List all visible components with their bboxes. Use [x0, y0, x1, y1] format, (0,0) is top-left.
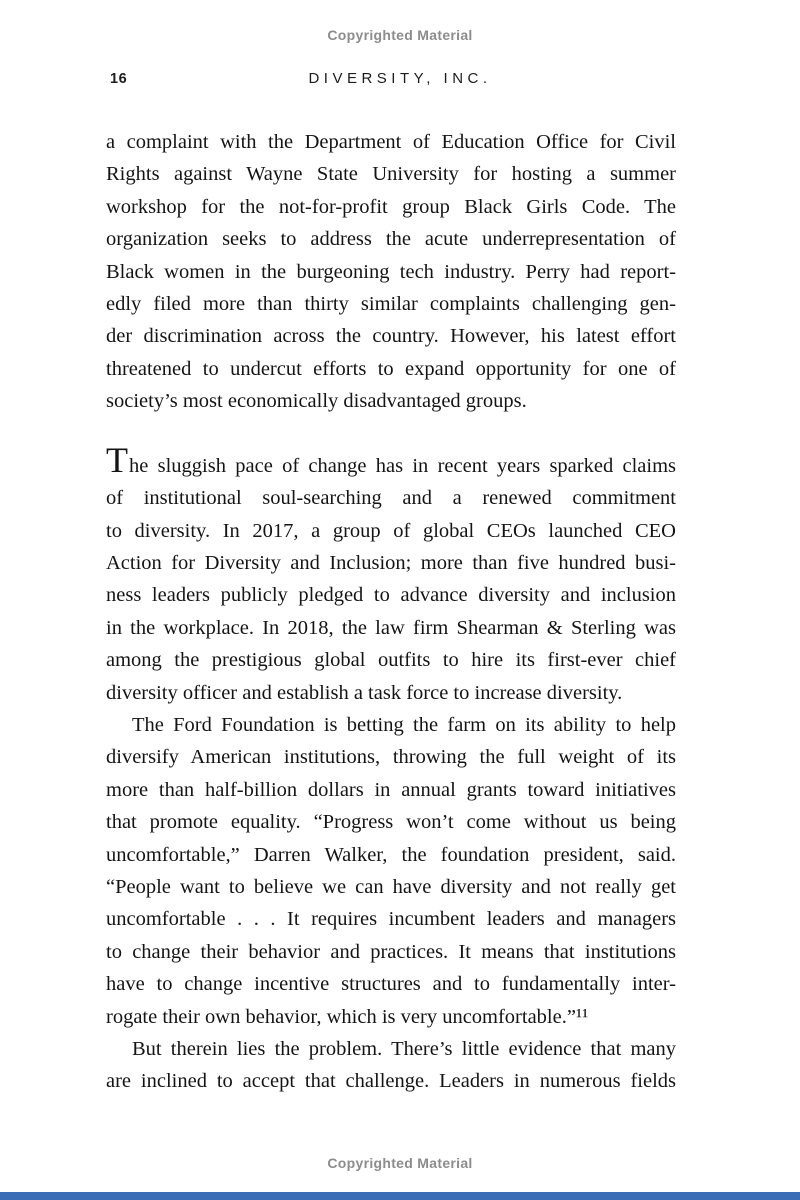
- section-break: [106, 418, 676, 450]
- text-line: organization seeks to address the acute underrepresentation of: [106, 228, 676, 251]
- text-line: diversity officer and establish a task force to increase diversity.: [106, 681, 623, 704]
- page-number: 16: [110, 71, 128, 87]
- text-line: ness leaders publicly pledged to advance diversity and inclusion: [106, 584, 676, 607]
- running-header: [0, 70, 800, 90]
- text-line: more than half-billion dollars in annual grants toward initiatives: [106, 778, 676, 801]
- text-line: “People want to believe we can have diversity and not really get: [106, 875, 676, 898]
- text-line: in the workplace. In 2018, the law firm Shearman & Sterling was: [106, 616, 676, 639]
- text-line: to change their behavior and practices. It means that institutions: [106, 940, 676, 963]
- page-body-text: [106, 126, 676, 1098]
- paragraph: [106, 1033, 676, 1098]
- text-line: society’s most economically disadvantaged groups.: [106, 390, 527, 413]
- book-title-header: DIVERSITY, INC.: [308, 70, 492, 87]
- text-line: of institutional soul-searching and a renewed commitment: [106, 487, 676, 510]
- text-line: The Ford Foundation is betting the farm on its ability to help: [132, 714, 676, 737]
- text-line: to diversity. In 2017, a group of global CEOs launched CEO: [106, 519, 676, 542]
- text-line: a complaint with the Department of Education Office for Civil: [106, 131, 676, 153]
- bottom-accent-bar: [0, 1192, 800, 1200]
- text-line: have to change incentive structures and to fundamentally inter-: [106, 973, 676, 996]
- text-line: der discrimination across the country. However, his latest effort: [106, 325, 676, 348]
- text-line: are inclined to accept that challenge. Leaders in numerous fields: [106, 1070, 676, 1093]
- text-line: But therein lies the problem. There’s little evidence that many: [132, 1037, 676, 1060]
- text-line: [106, 439, 676, 482]
- text-line: Action for Diversity and Inclusion; more than five hundred busi-: [106, 552, 676, 575]
- text-line: edly filed more than thirty similar complaints challenging gen-: [106, 292, 676, 315]
- text-line: workshop for the not-for-profit group Black Girls Code. The: [106, 195, 676, 218]
- text-line: diversify American institutions, throwing the full weight of its: [106, 746, 676, 769]
- text-line: uncomfortable,” Darren Walker, the foundation president, said.: [106, 843, 676, 866]
- text-line: Rights against Wayne State University for hosting a summer: [106, 163, 676, 186]
- paragraph: [106, 126, 676, 418]
- text-line: rogate their own behavior, which is very uncomfortable.”¹¹: [106, 1005, 589, 1028]
- text-line: uncomfortable . . . It requires incumbent leaders and managers: [106, 908, 676, 931]
- raised-initial-cap: T: [106, 439, 128, 480]
- text-line: among the prestigious global outfits to hire its first-ever chief: [106, 649, 676, 672]
- text-line: that promote equality. “Progress won’t come without us being: [106, 811, 676, 834]
- copyright-notice-bottom: Copyrighted Material: [327, 1155, 473, 1171]
- text-line: Black women in the burgeoning tech industry. Perry had report-: [106, 260, 676, 283]
- paragraph: [106, 709, 676, 1033]
- text-line: threatened to undercut efforts to expand opportunity for one of: [106, 357, 676, 380]
- copyright-notice-top: Copyrighted Material: [327, 27, 473, 43]
- text-line-rest: he sluggish pace of change has in recent years sparked claims: [129, 454, 676, 477]
- paragraph: [106, 439, 676, 709]
